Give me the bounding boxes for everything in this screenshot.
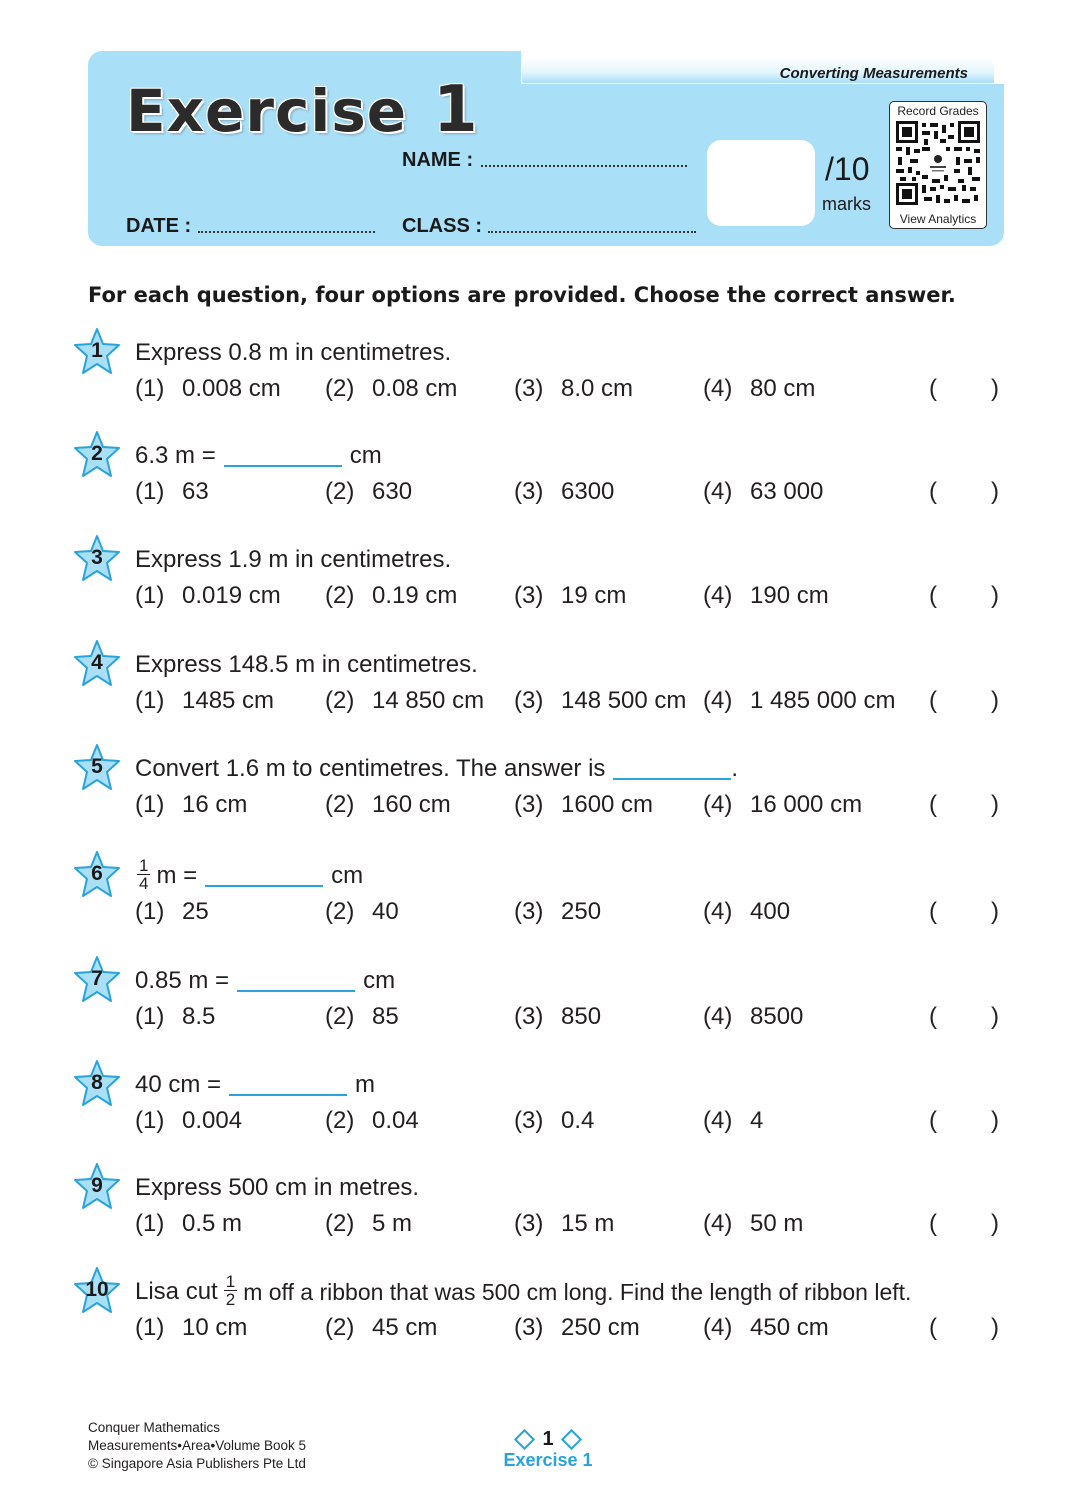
question-number-star-icon [72, 1059, 122, 1109]
fraction-numerator: 1 [225, 1271, 236, 1291]
option-number: (2) [325, 1003, 355, 1030]
stem-text-after: . [731, 755, 739, 782]
answer-bracket-close[interactable]: ) [991, 1314, 999, 1341]
stem-text-before: Lisa cut [135, 1278, 218, 1305]
option-2[interactable] [325, 1210, 412, 1238]
option-4[interactable] [703, 478, 823, 506]
qr-analytics-label: View Analytics [899, 212, 977, 226]
instructions: For each question, four options are provided. Choose the correct answer. [88, 283, 956, 307]
footer-series: Conquer Mathematics [88, 1420, 221, 1435]
diamond-right-icon [560, 1429, 581, 1450]
answer-bracket-close[interactable]: ) [991, 1210, 999, 1237]
question-number-star-icon [72, 639, 122, 689]
question-number-star-icon [72, 534, 122, 584]
option-text: 850 [561, 1003, 602, 1030]
option-text: 15 m [561, 1210, 615, 1237]
answer-bracket-open[interactable]: ( [929, 791, 937, 818]
option-text: 160 cm [372, 791, 451, 818]
option-number: (2) [325, 898, 355, 925]
option-text: 1600 cm [561, 791, 654, 818]
option-2[interactable] [325, 1107, 419, 1135]
option-2[interactable] [325, 1003, 399, 1031]
answer-blank[interactable] [229, 1074, 347, 1096]
option-4[interactable] [703, 1314, 829, 1342]
exercise-header [88, 51, 1004, 246]
option-text: 8.5 [182, 1003, 216, 1030]
option-number: (1) [135, 1003, 165, 1030]
stem-text-after: cm [363, 967, 396, 994]
option-number: (4) [703, 375, 733, 402]
option-number: (4) [703, 582, 733, 609]
question-number: 5 [91, 755, 103, 778]
option-number: (4) [703, 1210, 733, 1237]
option-number: (1) [135, 1314, 165, 1341]
option-text: 0.08 cm [372, 375, 458, 402]
question-number: 1 [91, 339, 103, 362]
question-7 [72, 965, 1012, 1055]
question-stem [135, 649, 478, 681]
option-number: (1) [135, 375, 165, 402]
options-row [135, 375, 1015, 407]
option-text: 8.0 cm [561, 375, 634, 402]
option-text: 0.4 [561, 1107, 595, 1134]
answer-bracket-open[interactable]: ( [929, 1314, 937, 1341]
question-number: 4 [91, 651, 103, 674]
option-text: 45 cm [372, 1314, 438, 1341]
option-2[interactable] [325, 478, 412, 506]
stem-text: Express 500 cm in metres. [135, 1174, 420, 1201]
stem-text: Express 148.5 m in centimetres. [135, 651, 478, 678]
option-number: (3) [514, 375, 544, 402]
option-number: (2) [325, 582, 355, 609]
option-text: 190 cm [750, 582, 829, 609]
exercise-number: 1 [433, 73, 479, 147]
qr-panel[interactable] [889, 101, 987, 229]
page-footer [498, 1428, 598, 1471]
option-text: 400 [750, 898, 791, 925]
option-3[interactable] [514, 791, 653, 819]
option-3[interactable] [514, 478, 614, 506]
stem-text-after: cm [331, 862, 364, 889]
option-2[interactable] [325, 582, 457, 610]
options-row [135, 1314, 1015, 1346]
question-number: 10 [85, 1278, 109, 1301]
option-text: 63 [182, 478, 209, 505]
option-text: 0.5 m [182, 1210, 243, 1237]
question-number-star-icon [72, 430, 122, 480]
topic-title: Converting Measurements [779, 65, 968, 82]
option-text: 50 m [750, 1210, 804, 1237]
options-row [135, 582, 1015, 614]
question-stem [135, 337, 451, 369]
question-number: 6 [91, 862, 103, 885]
option-number: (4) [703, 687, 733, 714]
answer-blank[interactable] [224, 445, 342, 467]
option-text: 25 [182, 898, 209, 925]
option-4[interactable] [703, 582, 829, 610]
option-1[interactable] [135, 1210, 242, 1238]
answer-bracket-open[interactable]: ( [929, 478, 937, 505]
question-8 [72, 1069, 1012, 1159]
question-number-star-icon [72, 1266, 122, 1316]
option-text: 5 m [372, 1210, 413, 1237]
answer-bracket-open[interactable]: ( [929, 1210, 937, 1237]
option-text: 0.008 cm [182, 375, 281, 402]
option-number: (2) [325, 687, 355, 714]
score-total: /10 [825, 151, 870, 187]
footer-copyright: © Singapore Asia Publishers Pte Ltd [88, 1456, 306, 1471]
option-number: (4) [703, 478, 733, 505]
question-10 [72, 1271, 1012, 1366]
question-1 [72, 337, 1012, 427]
question-number: 7 [91, 967, 103, 990]
fraction [137, 857, 150, 892]
option-text: 6300 [561, 478, 615, 505]
options-row [135, 1003, 1015, 1035]
option-3[interactable] [514, 1003, 601, 1031]
answer-bracket-close[interactable]: ) [991, 791, 999, 818]
option-1[interactable] [135, 898, 209, 926]
option-number: (3) [514, 1210, 544, 1237]
option-text: 0.04 [372, 1107, 419, 1134]
question-9 [72, 1172, 1012, 1262]
option-number: (1) [135, 478, 165, 505]
date-label: DATE : [126, 215, 192, 237]
option-number: (3) [514, 1107, 544, 1134]
option-1[interactable] [135, 1107, 242, 1135]
question-number: 8 [91, 1071, 103, 1094]
answer-bracket-open[interactable]: ( [929, 1003, 937, 1030]
option-3[interactable] [514, 1210, 614, 1238]
option-1[interactable] [135, 687, 274, 715]
option-number: (4) [703, 1107, 733, 1134]
option-number: (3) [514, 898, 544, 925]
answer-blank[interactable] [237, 970, 355, 992]
option-number: (3) [514, 582, 544, 609]
option-text: 1485 cm [182, 687, 275, 714]
question-number-star-icon [72, 327, 122, 377]
answer-bracket-close[interactable]: ) [991, 375, 999, 402]
answer-bracket-close[interactable]: ) [991, 898, 999, 925]
option-3[interactable] [514, 1107, 594, 1135]
option-text: 4 [750, 1107, 764, 1134]
options-row [135, 478, 1015, 510]
score-box[interactable] [707, 140, 815, 226]
answer-bracket-open[interactable]: ( [929, 898, 937, 925]
option-text: 0.004 [182, 1107, 243, 1134]
question-stem [135, 1172, 419, 1204]
option-number: (1) [135, 687, 165, 714]
option-number: (3) [514, 1314, 544, 1341]
option-number: (1) [135, 898, 165, 925]
fraction-numerator: 1 [139, 855, 149, 875]
option-number: (1) [135, 1210, 165, 1237]
name-label: NAME : [402, 149, 474, 171]
date-field[interactable] [198, 231, 375, 233]
option-1[interactable] [135, 791, 247, 819]
option-number: (2) [325, 1314, 355, 1341]
question-stem [135, 753, 738, 785]
option-text: 250 cm [561, 1314, 640, 1341]
option-1[interactable] [135, 375, 281, 403]
option-2[interactable] [325, 375, 457, 403]
option-1[interactable] [135, 1314, 247, 1342]
option-text: 250 [561, 898, 602, 925]
qr-record-label: Record Grades [897, 104, 979, 118]
option-number: (3) [514, 1003, 544, 1030]
question-6 [72, 855, 1012, 950]
option-number: (2) [325, 478, 355, 505]
answer-bracket-open[interactable]: ( [929, 687, 937, 714]
option-2[interactable] [325, 898, 399, 926]
option-number: (1) [135, 582, 165, 609]
option-2[interactable] [325, 687, 484, 715]
answer-blank[interactable] [613, 758, 731, 780]
question-5 [72, 753, 1012, 843]
answer-bracket-close[interactable]: ) [991, 478, 999, 505]
score-unit: marks [822, 194, 871, 214]
option-2[interactable] [325, 791, 451, 819]
fraction-denominator: 4 [139, 873, 149, 893]
options-row [135, 1210, 1015, 1242]
option-text: 450 cm [750, 1314, 829, 1341]
page-number: 1 [542, 1428, 554, 1450]
option-text: 148 500 cm [561, 687, 687, 714]
question-stem [135, 855, 364, 893]
stem-text: Express 1.9 m in centimetres. [135, 546, 452, 573]
option-text: 630 [372, 478, 413, 505]
question-number-star-icon [72, 1162, 122, 1212]
question-number-star-icon [72, 850, 122, 900]
answer-blank[interactable] [205, 865, 323, 887]
option-number: (3) [514, 687, 544, 714]
option-4[interactable] [703, 375, 815, 403]
option-text: 16 cm [182, 791, 248, 818]
answer-bracket-close[interactable]: ) [991, 1003, 999, 1030]
exercise-word: Exercise [126, 77, 408, 145]
option-4[interactable] [703, 898, 790, 926]
question-stem [135, 1271, 912, 1309]
option-text: 1 485 000 cm [750, 687, 896, 714]
stem-text-before: m = [156, 862, 198, 889]
stem-text-before: 0.85 m = [135, 967, 230, 994]
question-3 [72, 544, 1012, 634]
option-1[interactable] [135, 582, 281, 610]
stem-text-before: 6.3 m = [135, 442, 216, 469]
exercise-title [126, 73, 479, 147]
stem-text-after: m off a ribbon that was 500 cm long. Find the length of ribbon left. [243, 1278, 912, 1305]
fraction [224, 1273, 237, 1308]
options-row [135, 898, 1015, 930]
option-text: 85 [372, 1003, 399, 1030]
stem-text: Express 0.8 m in centimetres. [135, 339, 452, 366]
option-number: (1) [135, 1107, 165, 1134]
question-number-star-icon [72, 955, 122, 1005]
option-3[interactable] [514, 898, 601, 926]
option-text: 0.19 cm [372, 582, 458, 609]
question-number-star-icon [72, 743, 122, 793]
option-text: 0.019 cm [182, 582, 281, 609]
option-number: (3) [514, 791, 544, 818]
option-text: 63 000 [750, 478, 824, 505]
option-4[interactable] [703, 791, 862, 819]
question-stem [135, 440, 382, 472]
options-row [135, 687, 1015, 719]
option-number: (4) [703, 898, 733, 925]
option-number: (2) [325, 375, 355, 402]
option-text: 14 850 cm [372, 687, 485, 714]
answer-bracket-open[interactable]: ( [929, 375, 937, 402]
option-3[interactable] [514, 582, 626, 610]
question-2 [72, 440, 1012, 530]
option-number: (4) [703, 1314, 733, 1341]
stem-text-after: cm [349, 442, 382, 469]
question-number: 9 [91, 1174, 103, 1197]
option-text: 10 cm [182, 1314, 248, 1341]
question-stem [135, 544, 451, 576]
stem-text-after: m [355, 1071, 376, 1098]
question-stem [135, 965, 395, 997]
fraction-denominator: 2 [225, 1289, 236, 1309]
name-field[interactable] [481, 165, 687, 167]
options-row [135, 1107, 1015, 1139]
options-row [135, 791, 1015, 823]
option-number: (4) [703, 1003, 733, 1030]
option-3[interactable] [514, 375, 633, 403]
option-text: 8500 [750, 1003, 804, 1030]
question-number: 3 [91, 546, 103, 569]
question-4 [72, 649, 1012, 739]
option-1[interactable] [135, 478, 209, 506]
option-1[interactable] [135, 1003, 215, 1031]
class-label: CLASS : [402, 215, 482, 237]
class-field[interactable] [488, 231, 696, 233]
footer-book: Measurements•Area•Volume Book 5 [88, 1438, 307, 1453]
qr-code-icon[interactable] [896, 121, 980, 205]
option-number: (4) [703, 791, 733, 818]
option-text: 80 cm [750, 375, 816, 402]
question-number: 2 [91, 442, 103, 465]
option-3[interactable] [514, 1314, 640, 1342]
answer-bracket-close[interactable]: ) [991, 687, 999, 714]
page-number-row [513, 1428, 582, 1451]
option-number: (1) [135, 791, 165, 818]
diamond-left-icon [514, 1429, 535, 1450]
option-2[interactable] [325, 1314, 437, 1342]
footer-exercise-label: Exercise 1 [503, 1450, 593, 1470]
option-4[interactable] [703, 687, 895, 715]
option-number: (2) [325, 1210, 355, 1237]
option-number: (3) [514, 478, 544, 505]
option-text: 19 cm [561, 582, 627, 609]
answer-bracket-close[interactable]: ) [991, 1107, 999, 1134]
option-text: 16 000 cm [750, 791, 863, 818]
answer-bracket-open[interactable]: ( [929, 582, 937, 609]
stem-text-before: 40 cm = [135, 1071, 222, 1098]
stem-text-before: Convert 1.6 m to centimetres. The answer is [135, 755, 606, 782]
option-number: (2) [325, 791, 355, 818]
answer-bracket-open[interactable]: ( [929, 1107, 937, 1134]
option-4[interactable] [703, 1210, 803, 1238]
question-stem [135, 1069, 375, 1101]
option-text: 40 [372, 898, 399, 925]
option-4[interactable] [703, 1107, 763, 1135]
publisher-info [88, 1419, 306, 1473]
answer-bracket-close[interactable]: ) [991, 582, 999, 609]
option-3[interactable] [514, 687, 686, 715]
option-4[interactable] [703, 1003, 803, 1031]
option-number: (2) [325, 1107, 355, 1134]
